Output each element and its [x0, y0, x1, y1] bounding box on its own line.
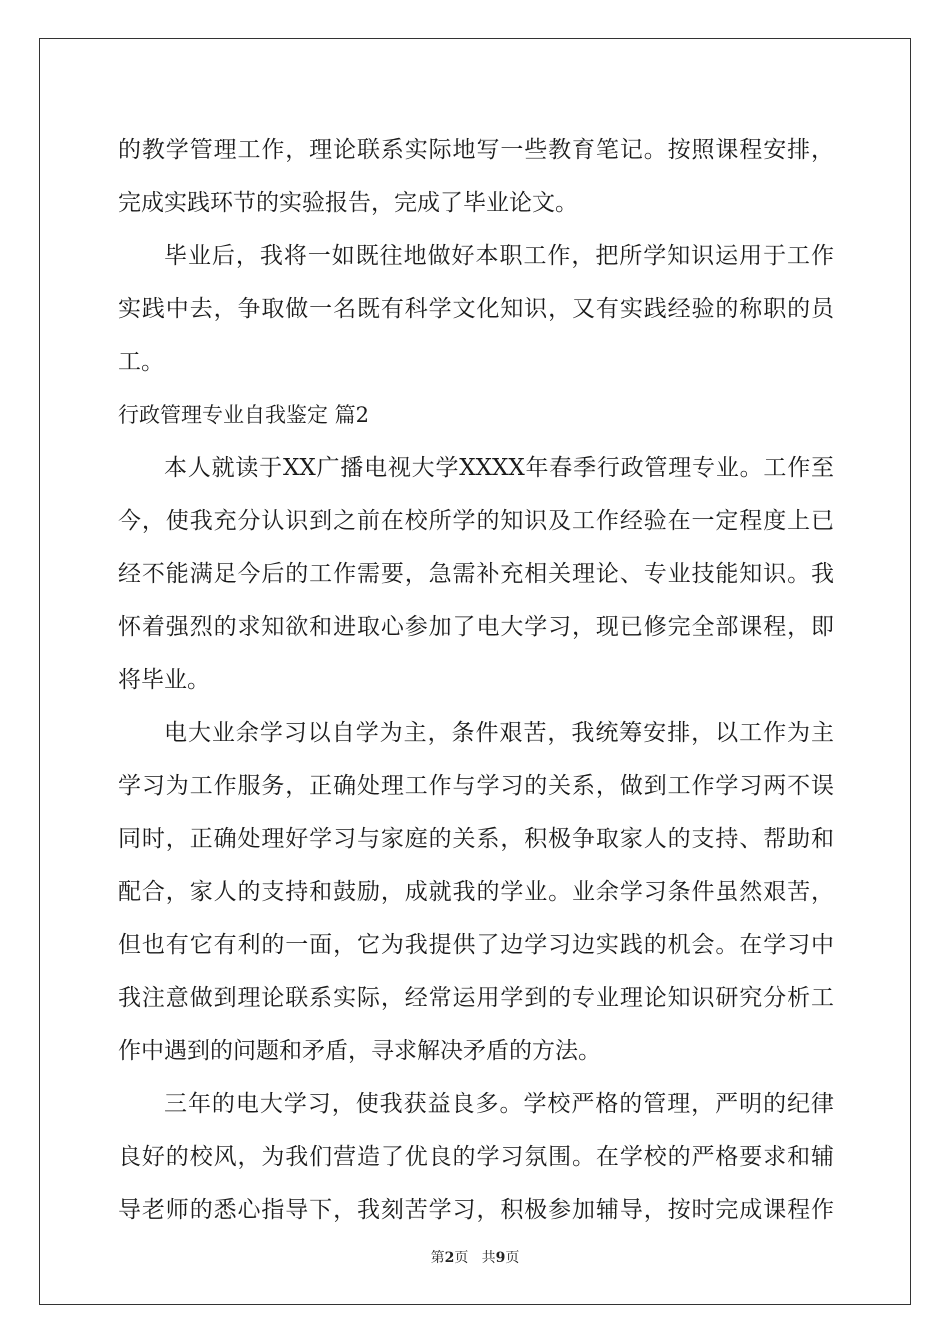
text-line: 同时，正确处理好学习与家庭的关系，积极争取家人的支持、帮助和	[118, 826, 834, 852]
text-line: 配合，家人的支持和鼓励，成就我的学业。业余学习条件虽然艰苦，	[118, 879, 834, 905]
text-line: 经不能满足今后的工作需要，急需补充相关理论、专业技能知识。我	[118, 561, 834, 587]
text-line: 良好的校风，为我们营造了优良的学习氛围。在学校的严格要求和辅	[118, 1144, 834, 1170]
text-line: 实践中去，争取做一名既有科学文化知识，又有实践经验的称职的员	[118, 296, 834, 322]
paragraph-start-line: 电大业余学习以自学为主，条件艰苦，我统筹安排，以工作为主	[164, 720, 834, 746]
page-number-label: 第2页	[430, 1250, 469, 1266]
text-line: 导老师的悉心指导下，我刻苦学习，积极参加辅导，按时完成课程作	[118, 1197, 834, 1223]
text-line: 我注意做到理论联系实际，经常运用学到的专业理论知识研究分析工	[118, 985, 834, 1011]
page-total-label: 共9页	[481, 1250, 520, 1266]
text-line: 学习为工作服务，正确处理工作与学习的关系，做到工作学习两不误	[118, 773, 834, 799]
text-line: 的教学管理工作，理论联系实际地写一些教育笔记。按照课程安排，	[118, 137, 834, 163]
text-line: 今，使我充分认识到之前在校所学的知识及工作经验在一定程度上已	[118, 508, 834, 534]
paragraph-start-line: 三年的电大学习，使我获益良多。学校严格的管理，严明的纪律	[164, 1091, 834, 1117]
section-heading: 行政管理专业自我鉴定 篇2	[118, 403, 370, 427]
text-line: 怀着强烈的求知欲和进取心参加了电大学习，现已修完全部课程，即	[118, 614, 834, 640]
page-footer	[0, 1247, 950, 1267]
paragraph-start-line: 毕业后，我将一如既往地做好本职工作，把所学知识运用于工作	[164, 243, 834, 269]
text-line: 但也有它有利的一面，它为我提供了边学习边实践的机会。在学习中	[118, 932, 834, 958]
text-line: 作中遇到的问题和矛盾，寻求解决矛盾的方法。	[118, 1038, 601, 1064]
text-line: 将毕业。	[118, 667, 210, 693]
text-line: 完成实践环节的实验报告，完成了毕业论文。	[118, 190, 578, 216]
text-line: 工。	[118, 349, 164, 375]
paragraph-start-line: 本人就读于XX广播电视大学XXXX年春季行政管理专业。工作至	[164, 455, 834, 481]
document-body	[118, 124, 834, 1237]
